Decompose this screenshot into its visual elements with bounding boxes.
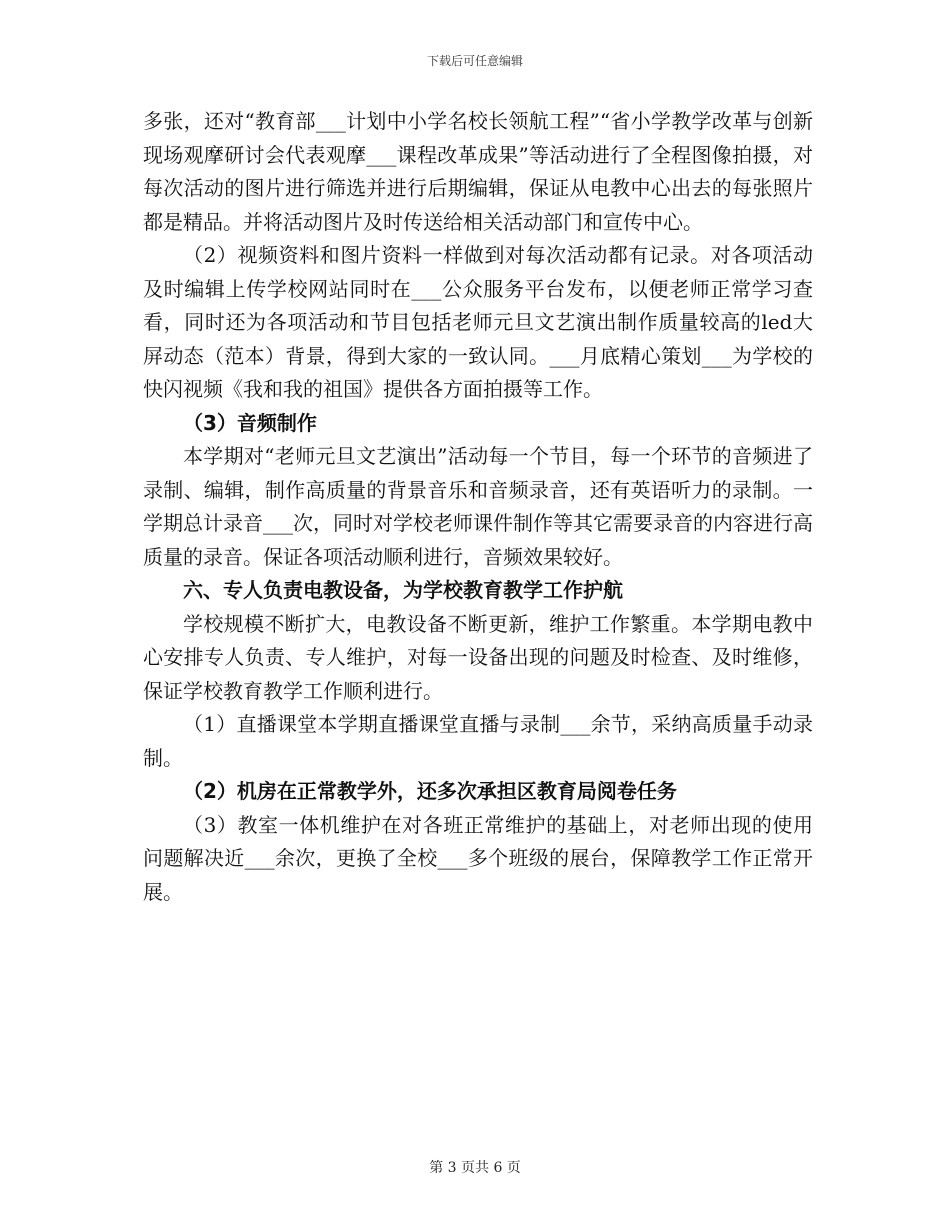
subheading-audio: （3）音频制作 bbox=[183, 410, 317, 435]
subheading-computer-room: （2）机房在正常教学外，还多次承担区教育局阅卷任务 bbox=[183, 779, 677, 803]
paragraph-classroom-device: （3）教室一体机维护在对各班正常维护的基础上，对老师出现的使用问题解决近___余次，更换了全校___多个班级的展台，保障教学工作正常开展。 bbox=[143, 812, 813, 904]
page-header: 下载后可任意编辑 bbox=[426, 54, 523, 68]
paragraph-photo-continued: 多张，还对“教育部___计划中小学名校长领航工程”“省小学教学改革与创新现场观摩研讨会代表观摩___课程改革成果”等活动进行了全程图像拍摄，对每次活动的图片进行筛选并进行后期编辑，保证从电教中心出去的每张照片都是精品。并将活动图片及时传送给相关活动部门和宣传中心。 bbox=[143, 109, 813, 234]
document-body bbox=[143, 105, 813, 909]
paragraph-video: （2）视频资料和图片资料一样做到对每次活动都有记录。对各项活动及时编辑上传学校网站同时在___公众服务平台发布，以便老师正常学习查看，同时还为各项活动和节目包括老师元旦文艺演出制作质量较高的led大屏动态（范本）背景，得到大家的一致认同。___月底精心策划___为学校的快闪视频《我和我的祖国》提供各方面拍摄等工作。 bbox=[143, 243, 813, 401]
paragraph-equipment: 学校规模不断扩大，电教设备不断更新，维护工作繁重。本学期电教中心安排专人负责、专人维护，对每一设备出现的问题及时检查、及时维修，保证学校教育教学工作顺利进行。 bbox=[143, 611, 813, 703]
section-heading-six: 六、专人负责电教设备，为学校教育教学工作护航 bbox=[183, 578, 623, 602]
page-number: 第 3 页共 6 页 bbox=[429, 1160, 521, 1176]
paragraph-live-class: （1）直播课堂本学期直播课堂直播与录制___余节，采纳高质量手动录制。 bbox=[143, 712, 813, 770]
paragraph-audio: 本学期对“老师元旦文艺演出”活动每一个节目，每一个环节的音频进了录制、编辑，制作高质量的背景音乐和音频录音，还有英语听力的录制。一学期总计录音___次，同时对学校老师课件制作等其它需要录音的内容进行高质量的录音。保证各项活动顺利进行，音频效果较好。 bbox=[143, 444, 813, 569]
